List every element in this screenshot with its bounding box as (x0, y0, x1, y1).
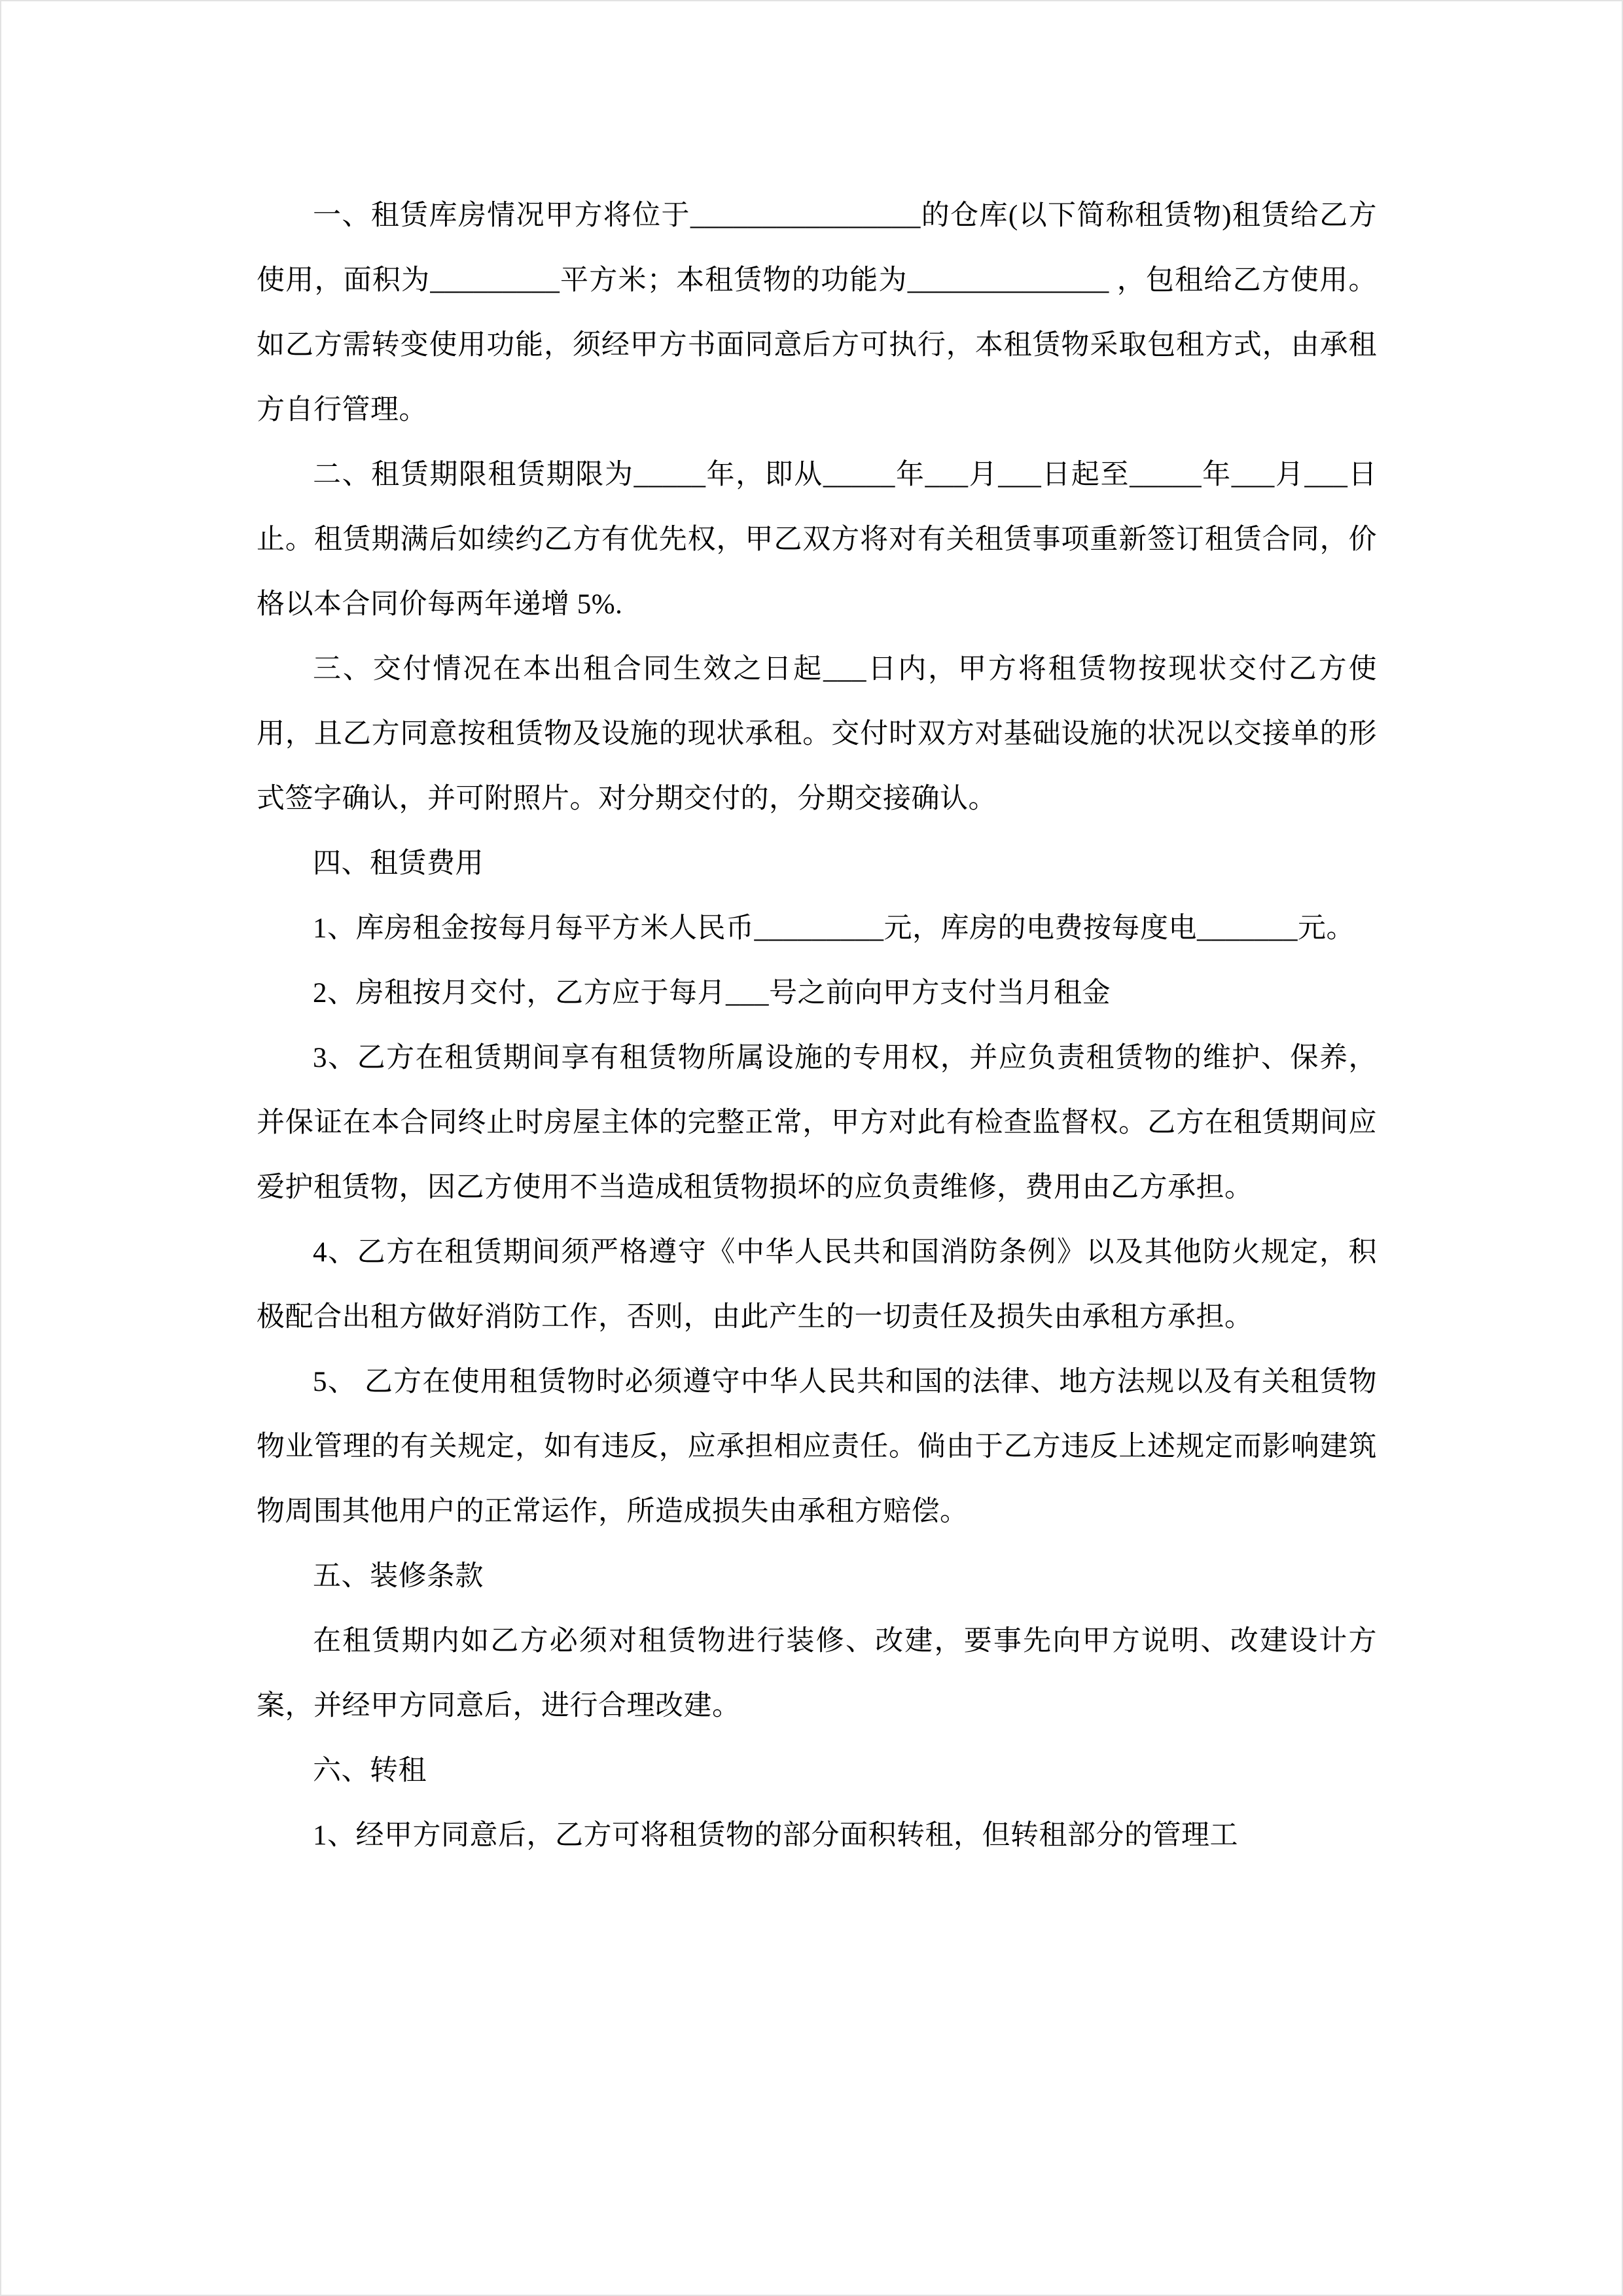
contract-paragraph-lease-term: 二、租赁期限租赁期限为_____年，即从_____年___月___日起至_____年___月___日止。租赁期满后如续约乙方有优先权，甲乙双方将对有关租赁事项重新签订租赁合同，价格以本合同价每两年递增 5%. (257, 459, 1377, 620)
contract-paragraph-rent-payment: 2、房租按月交付，乙方应于每月___号之前向甲方支付当月租金 (313, 978, 1111, 1009)
contract-paragraph-renovation-terms: 在租赁期内如乙方必须对租赁物进行装修、改建，要事先向甲方说明、改建设计方案，并经甲方同意后，进行合理改建。 (257, 1626, 1377, 1721)
contract-paragraph-maintenance: 3、乙方在租赁期间享有租赁物所属设施的专用权，并应负责租赁物的维护、保养，并保证在本合同终止时房屋主体的完整正常，甲方对此有检查监督权。乙方在租赁期间应爱护租赁物，因乙方使用不当造成租赁物损坏的应负责维修，费用由乙方承担。 (257, 1043, 1377, 1203)
contract-heading-lease-fees: 四、租赁费用 (313, 848, 484, 879)
contract-paragraph-delivery: 三、交付情况在本出租合同生效之日起___日内，甲方将租赁物按现状交付乙方使用，且乙方同意按租赁物及设施的现状承租。交付时双方对基础设施的状况以交接单的形式签字确认，并可附照片。对分期交付的，分期交接确认。 (257, 654, 1377, 814)
contract-paragraph-sublease-terms: 1、经甲方同意后，乙方可将租赁物的部分面积转租，但转租部分的管理工 (313, 1820, 1238, 1851)
contract-heading-renovation: 五、装修条款 (313, 1561, 484, 1592)
contract-body (257, 183, 1377, 1868)
contract-paragraph-legal-compliance: 5、 乙方在使用租赁物时必须遵守中华人民共和国的法律、地方法规以及有关租赁物物业管理的有关规定，如有违反，应承担相应责任。倘由于乙方违反上述规定而影响建筑物周围其他用户的正常运作，所造成损失由承租方赔偿。 (257, 1367, 1377, 1527)
contract-heading-sublease: 六、转租 (313, 1755, 427, 1786)
contract-paragraph-warehouse-info: 一、租赁库房情况甲方将位于________________的仓库(以下简称租赁物)租赁给乙方使用，面积为_________平方米；本租赁物的功能为______________ ，包租给乙方使用。如乙方需转变使用功能，须经甲方书面同意后方可执行，本租赁物采取包租方式，由承租方自行管理。 (257, 200, 1377, 425)
contract-paragraph-rent-rate: 1、库房租金按每月每平方米人民币_________元，库房的电费按每度电_______元。 (313, 913, 1355, 944)
contract-paragraph-fire-safety: 4、乙方在租赁期间须严格遵守《中华人民共和国消防条例》以及其他防火规定，积极配合出租方做好消防工作，否则，由此产生的一切责任及损失由承租方承担。 (257, 1237, 1377, 1333)
